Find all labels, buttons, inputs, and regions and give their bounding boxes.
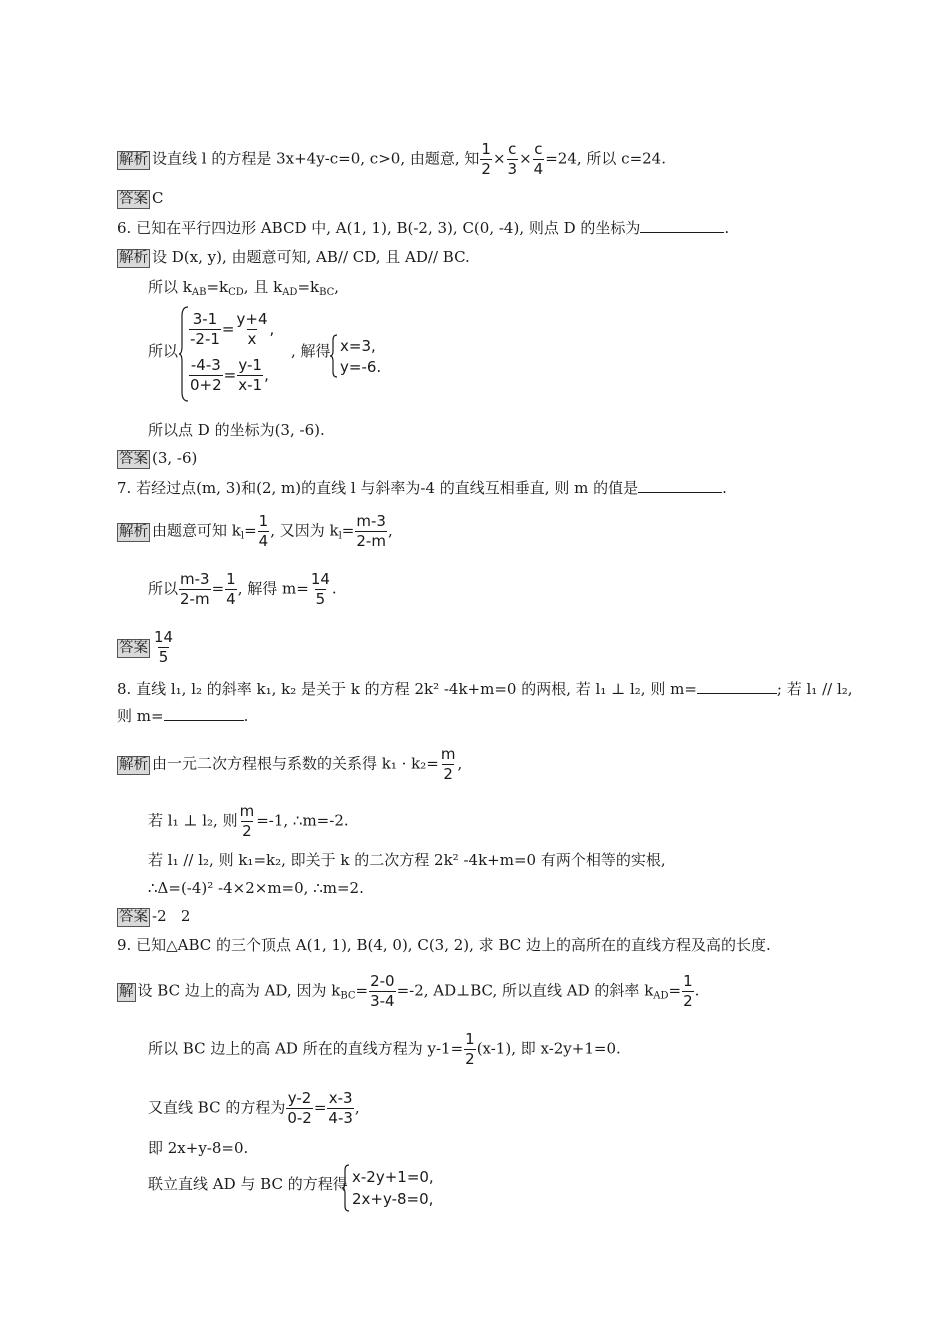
q9-stem: 9. 已知△ABC 的三个顶点 A(1, 1), B(4, 0), C(3, 2), 求 BC 边上的高所在的直线方程及高的长度. xyxy=(117,936,771,954)
answer-blank[interactable] xyxy=(638,480,722,493)
q8-solution-line4: ∴Δ=(-4)² -4×2×m=0, ∴m=2. xyxy=(148,879,364,897)
jiexi-tag: 解析 xyxy=(119,523,148,540)
q8-stem-line2: 则 m= . xyxy=(117,707,249,725)
q6-equation-1: $\frac{3-1}{-2-1}$ = $\frac{y+4}{x}$ , xyxy=(190,310,275,348)
q9-solution-line2: 所以 BC 边上的高 AD 所在的直线方程为 y-1= $\frac{1}{2}$ (x-1), 即 x-2y+1=0. xyxy=(148,1030,621,1068)
left-brace xyxy=(330,334,338,378)
q9-solution-line5: 联立直线 AD 与 BC 的方程得 xyxy=(148,1175,348,1193)
q8-answer: 答案 -2 2 xyxy=(119,907,191,925)
daan-tag: 答案 xyxy=(119,191,148,207)
q6-answer: 答案 (3, -6) xyxy=(119,449,198,467)
jiexi-tag: 解析 xyxy=(119,250,148,266)
q6-so-label: 所以 xyxy=(148,342,179,360)
jiexi-tag: 解析 xyxy=(119,151,148,168)
q8-stem-line1: 8. 直线 l₁, l₂ 的斜率 k₁, k₂ 是关于 k 的方程 2k² -4k+m=0 的两根, 若 l₁ ⊥ l₂, 则 m= ; 若 l₁ // l₂, xyxy=(117,680,853,698)
p5-text-end: =24, 所以 c=24. xyxy=(545,149,666,168)
q6-solution-x: x=3, xyxy=(340,337,376,355)
jie-tag: 解 xyxy=(119,983,134,1000)
fraction: $\frac{c}{4}$ xyxy=(533,140,544,178)
q9-solution-line1: 解 设 BC 边上的高为 AD, 因为 $k_{BC}=$ $\frac{2-0}{3-4}$ =-2, AD⊥BC, 所以直线 AD 的斜率 $k_{AD}=$ $\frac{1}{2}$ . xyxy=(119,972,700,1010)
jiexi-tag: 解析 xyxy=(119,756,148,773)
q8-solution-line2: 若 l₁ ⊥ l₂, 则 $\frac{m}{2}$ =-1, ∴m=-2. xyxy=(148,802,349,840)
answer-blank[interactable] xyxy=(640,220,724,233)
fraction: $\frac{1}{2}$ xyxy=(481,140,491,178)
p5-answer: 答案 C xyxy=(119,189,164,207)
q6-solution-y: y=-6. xyxy=(340,358,382,376)
p5-solution: 解析 设直线 l 的方程是 3x+4y-c=0, c>0, 由题意, 知 $\frac{1}{2}$ × $\frac{c}{3}$ × $\frac{c}{4}$ =24, 所以 c=24. xyxy=(119,140,666,178)
q7-solution-line1: 解析 由题意可知 $k_l=$ $\frac{1}{4}$ , 又因为 $k_l=$ $\frac{m-3}{2-m}$ , xyxy=(119,512,393,550)
answer-blank[interactable] xyxy=(697,681,777,694)
daan-tag: 答案 xyxy=(119,639,148,656)
q9-equation-1: x-2y+1=0, xyxy=(352,1168,434,1186)
q6-solution-line2: 所以 $k_{AB}=k_{CD}$, 且 $k_{AD}=k_{BC}$, xyxy=(148,278,340,298)
q7-stem: 7. 若经过点(m, 3)和(2, m)的直线 l 与斜率为-4 的直线互相垂直, 则 m 的值是 . xyxy=(117,479,727,497)
q9-solution-line3: 又直线 BC 的方程为 $\frac{y-2}{0-2}$ = $\frac{x-3}{4-3}$ , xyxy=(148,1089,360,1127)
q7-solution-line2: 所以 $\frac{m-3}{2-m}$ = $\frac{1}{4}$ , 解得 m= $\frac{14}{5}$ . xyxy=(148,570,337,608)
q9-equation-2: 2x+y-8=0, xyxy=(352,1190,434,1208)
q6-equation-2: $\frac{-4-3}{0+2}$ = $\frac{y-1}{x-1}$ , xyxy=(190,356,269,394)
daan-tag: 答案 xyxy=(119,451,148,467)
q6-solve-label: , 解得 xyxy=(291,342,331,360)
fraction: $\frac{c}{3}$ xyxy=(507,140,518,178)
q7-answer: 答案 $\frac{14}{5}$ xyxy=(119,628,174,666)
q6-solution-line1: 解析 设 D(x, y), 由题意可知, AB// CD, 且 AD// BC. xyxy=(119,248,470,266)
p5-text: 设直线 l 的方程是 3x+4y-c=0, c>0, 由题意, 知 xyxy=(152,149,480,168)
q6-conclusion: 所以点 D 的坐标为(3, -6). xyxy=(148,421,325,439)
q8-solution-line1: 解析 由一元二次方程根与系数的关系得 k₁ · k₂= $\frac{m}{2}$ , xyxy=(119,745,463,783)
q6-stem: 6. 已知在平行四边形 ABCD 中, A(1, 1), B(-2, 3), C(0, -4), 则点 D 的坐标为 . xyxy=(117,219,730,237)
q9-solution-line4: 即 2x+y-8=0. xyxy=(148,1139,249,1157)
left-brace xyxy=(342,1164,350,1212)
answer-blank[interactable] xyxy=(164,708,244,721)
daan-tag: 答案 xyxy=(119,909,148,925)
q8-solution-line3: 若 l₁ // l₂, 则 k₁=k₂, 即关于 k 的二次方程 2k² -4k+m=0 有两个相等的实根, xyxy=(148,851,666,869)
